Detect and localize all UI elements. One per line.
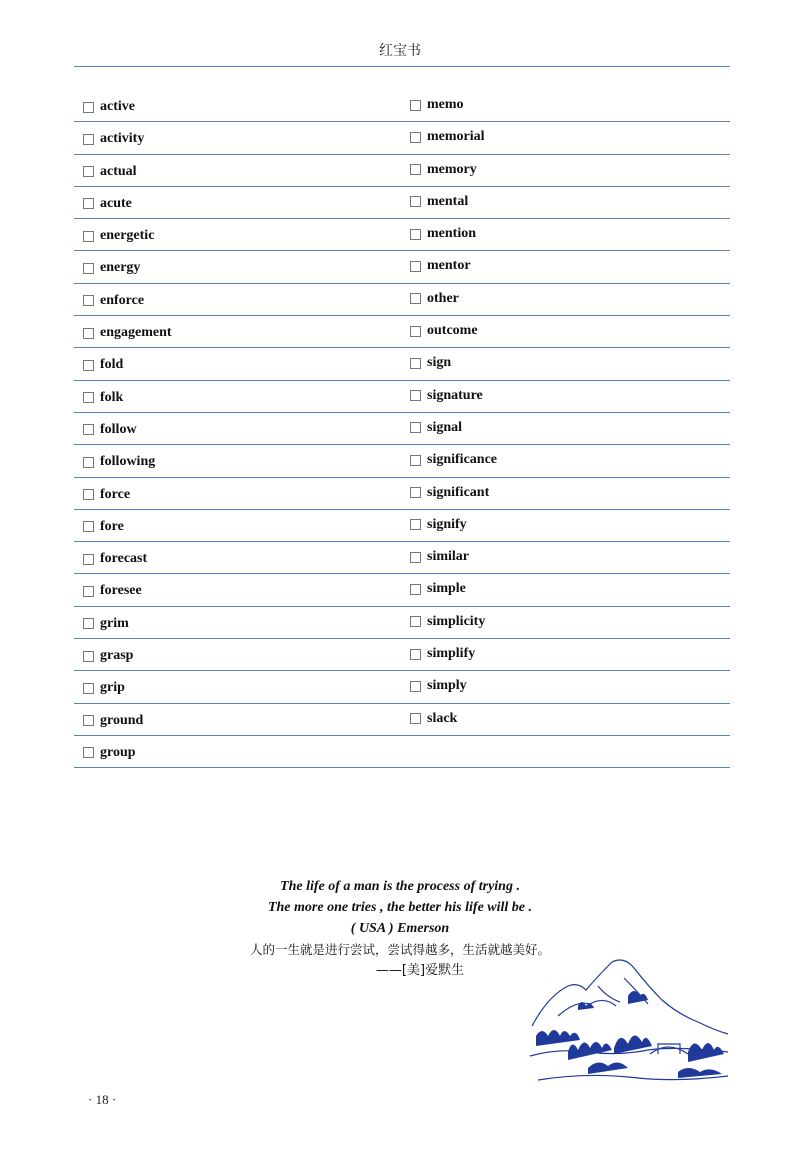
word-label: simply (427, 678, 467, 694)
word-item (83, 99, 135, 115)
word-item (83, 325, 172, 341)
word-label: grip (100, 680, 125, 696)
word-row (74, 445, 730, 477)
checkbox[interactable] (83, 392, 94, 403)
word-label: grim (100, 615, 129, 631)
word-row (74, 574, 730, 606)
checkbox[interactable] (83, 231, 94, 242)
word-label: grasp (100, 648, 134, 664)
checkbox[interactable] (410, 713, 421, 724)
checkbox[interactable] (83, 263, 94, 274)
word-item (83, 293, 144, 309)
word-item (83, 713, 143, 729)
word-row (74, 219, 730, 251)
checkbox[interactable] (410, 584, 421, 595)
word-label: mention (427, 226, 476, 242)
word-label: actual (100, 163, 137, 179)
word-row (74, 284, 730, 316)
word-label: memo (427, 97, 464, 112)
word-label: fold (100, 357, 124, 373)
word-row (74, 510, 730, 542)
checkbox[interactable] (83, 328, 94, 339)
word-label: force (100, 486, 131, 502)
checkbox[interactable] (83, 489, 94, 500)
word-label: other (427, 290, 459, 306)
word-row (74, 671, 730, 703)
checkbox[interactable] (83, 198, 94, 209)
word-row (74, 736, 730, 768)
word-item (83, 583, 142, 599)
word-item (83, 390, 123, 406)
word-item (83, 551, 147, 567)
quote-line-1: The life of a man is the process of trying . (280, 879, 520, 894)
vocabulary-list (74, 90, 730, 768)
word-label: mental (427, 193, 469, 209)
checkbox[interactable] (410, 261, 421, 272)
checkbox[interactable] (410, 164, 421, 175)
word-row (74, 122, 730, 154)
word-label: outcome (427, 323, 478, 339)
word-item (410, 614, 485, 630)
checkbox[interactable] (410, 552, 421, 563)
word-item (410, 646, 475, 662)
word-item (410, 226, 476, 242)
page-number: · 18 · (88, 1092, 117, 1107)
checkbox[interactable] (83, 457, 94, 468)
word-label: ground (100, 712, 144, 728)
word-row (74, 381, 730, 413)
word-label: signify (427, 516, 467, 532)
word-item (83, 519, 124, 535)
checkbox[interactable] (410, 422, 421, 433)
word-item (83, 196, 132, 212)
checkbox[interactable] (410, 132, 421, 143)
word-row (74, 251, 730, 283)
checkbox[interactable] (410, 649, 421, 660)
checkbox[interactable] (410, 196, 421, 207)
word-row (74, 413, 730, 445)
word-label: acute (100, 195, 132, 211)
quote-attribution: ( USA ) Emerson (350, 921, 450, 936)
word-label: signature (427, 387, 483, 403)
word-item (83, 487, 130, 503)
checkbox[interactable] (83, 554, 94, 565)
word-item (410, 420, 462, 436)
word-item (83, 648, 133, 664)
checkbox[interactable] (83, 618, 94, 629)
checkbox[interactable] (410, 293, 421, 304)
word-item (410, 711, 457, 727)
word-item (410, 291, 459, 307)
word-row (74, 704, 730, 736)
checkbox[interactable] (83, 424, 94, 435)
word-item (83, 131, 144, 147)
word-label: mentor (427, 258, 471, 274)
word-item (410, 678, 467, 694)
word-label: folk (100, 389, 124, 405)
word-label: engagement (100, 325, 172, 341)
checkbox[interactable] (83, 166, 94, 177)
word-label: follow (100, 421, 137, 437)
checkbox[interactable] (83, 295, 94, 306)
word-row (74, 478, 730, 510)
word-label: slack (427, 710, 458, 726)
word-item (410, 581, 466, 597)
word-item (83, 422, 137, 438)
word-label: simplicity (427, 613, 486, 629)
word-label: energetic (100, 228, 155, 244)
checkbox[interactable] (83, 651, 94, 662)
checkbox[interactable] (83, 102, 94, 113)
quote-chinese: 人的一生就是进行尝试，尝试得越多，生活就越美好。 (249, 942, 550, 957)
word-item (83, 616, 129, 632)
word-label: forecast (100, 551, 148, 567)
checkbox[interactable] (410, 487, 421, 498)
word-label: active (100, 99, 135, 114)
word-row (74, 187, 730, 219)
quote-line-2: The more one tries , the better his life will be . (267, 900, 533, 915)
word-item (410, 549, 469, 565)
word-row (74, 90, 730, 122)
checkbox[interactable] (410, 455, 421, 466)
word-label: following (100, 454, 156, 470)
word-item (83, 454, 155, 470)
checkbox[interactable] (83, 586, 94, 597)
word-row (74, 316, 730, 348)
checkbox[interactable] (83, 683, 94, 694)
word-row (74, 639, 730, 671)
word-label: fore (100, 518, 124, 534)
word-row (74, 155, 730, 187)
word-item (410, 485, 489, 501)
word-item (83, 745, 136, 761)
checkbox[interactable] (83, 747, 94, 758)
word-label: memory (427, 161, 477, 177)
checkbox[interactable] (410, 326, 421, 337)
checkbox[interactable] (410, 100, 421, 111)
word-label: energy (100, 260, 141, 276)
word-item (410, 194, 468, 210)
word-item (410, 97, 464, 113)
word-label: significant (427, 484, 490, 500)
checkbox[interactable] (410, 358, 421, 369)
word-label: significance (427, 452, 497, 468)
checkbox[interactable] (410, 616, 421, 627)
word-item (83, 164, 137, 180)
word-label: similar (427, 549, 469, 565)
word-label: signal (427, 419, 463, 435)
page-header: 红宝书 (379, 43, 421, 59)
word-row (74, 542, 730, 574)
word-item (83, 680, 125, 696)
checkbox[interactable] (83, 134, 94, 145)
checkbox[interactable] (83, 360, 94, 371)
word-item (410, 258, 471, 274)
checkbox[interactable] (410, 229, 421, 240)
word-item (83, 228, 154, 244)
checkbox[interactable] (83, 715, 94, 726)
word-label: simplify (427, 646, 476, 662)
word-label: group (100, 744, 136, 760)
checkbox[interactable] (410, 390, 421, 401)
word-label: memorial (427, 129, 485, 145)
word-label: enforce (100, 292, 145, 308)
word-item (410, 517, 467, 533)
checkbox[interactable] (410, 681, 421, 692)
word-item (83, 357, 123, 373)
word-label: simple (427, 581, 466, 597)
word-item (410, 388, 483, 404)
checkbox[interactable] (83, 521, 94, 532)
word-row (74, 348, 730, 380)
word-item (410, 452, 497, 468)
word-label: sign (427, 355, 452, 371)
word-row (74, 607, 730, 639)
word-item (410, 355, 451, 371)
word-item (410, 129, 485, 145)
quote-chinese-attribution: ——[美]爱默生 (375, 963, 465, 978)
header-rule (74, 66, 730, 67)
word-label: activity (100, 131, 145, 147)
word-item (410, 323, 478, 339)
blue-white-landscape-icon (528, 956, 730, 1086)
word-label: foresee (100, 583, 142, 599)
checkbox[interactable] (410, 519, 421, 530)
word-item (410, 162, 477, 178)
word-item (83, 260, 140, 276)
